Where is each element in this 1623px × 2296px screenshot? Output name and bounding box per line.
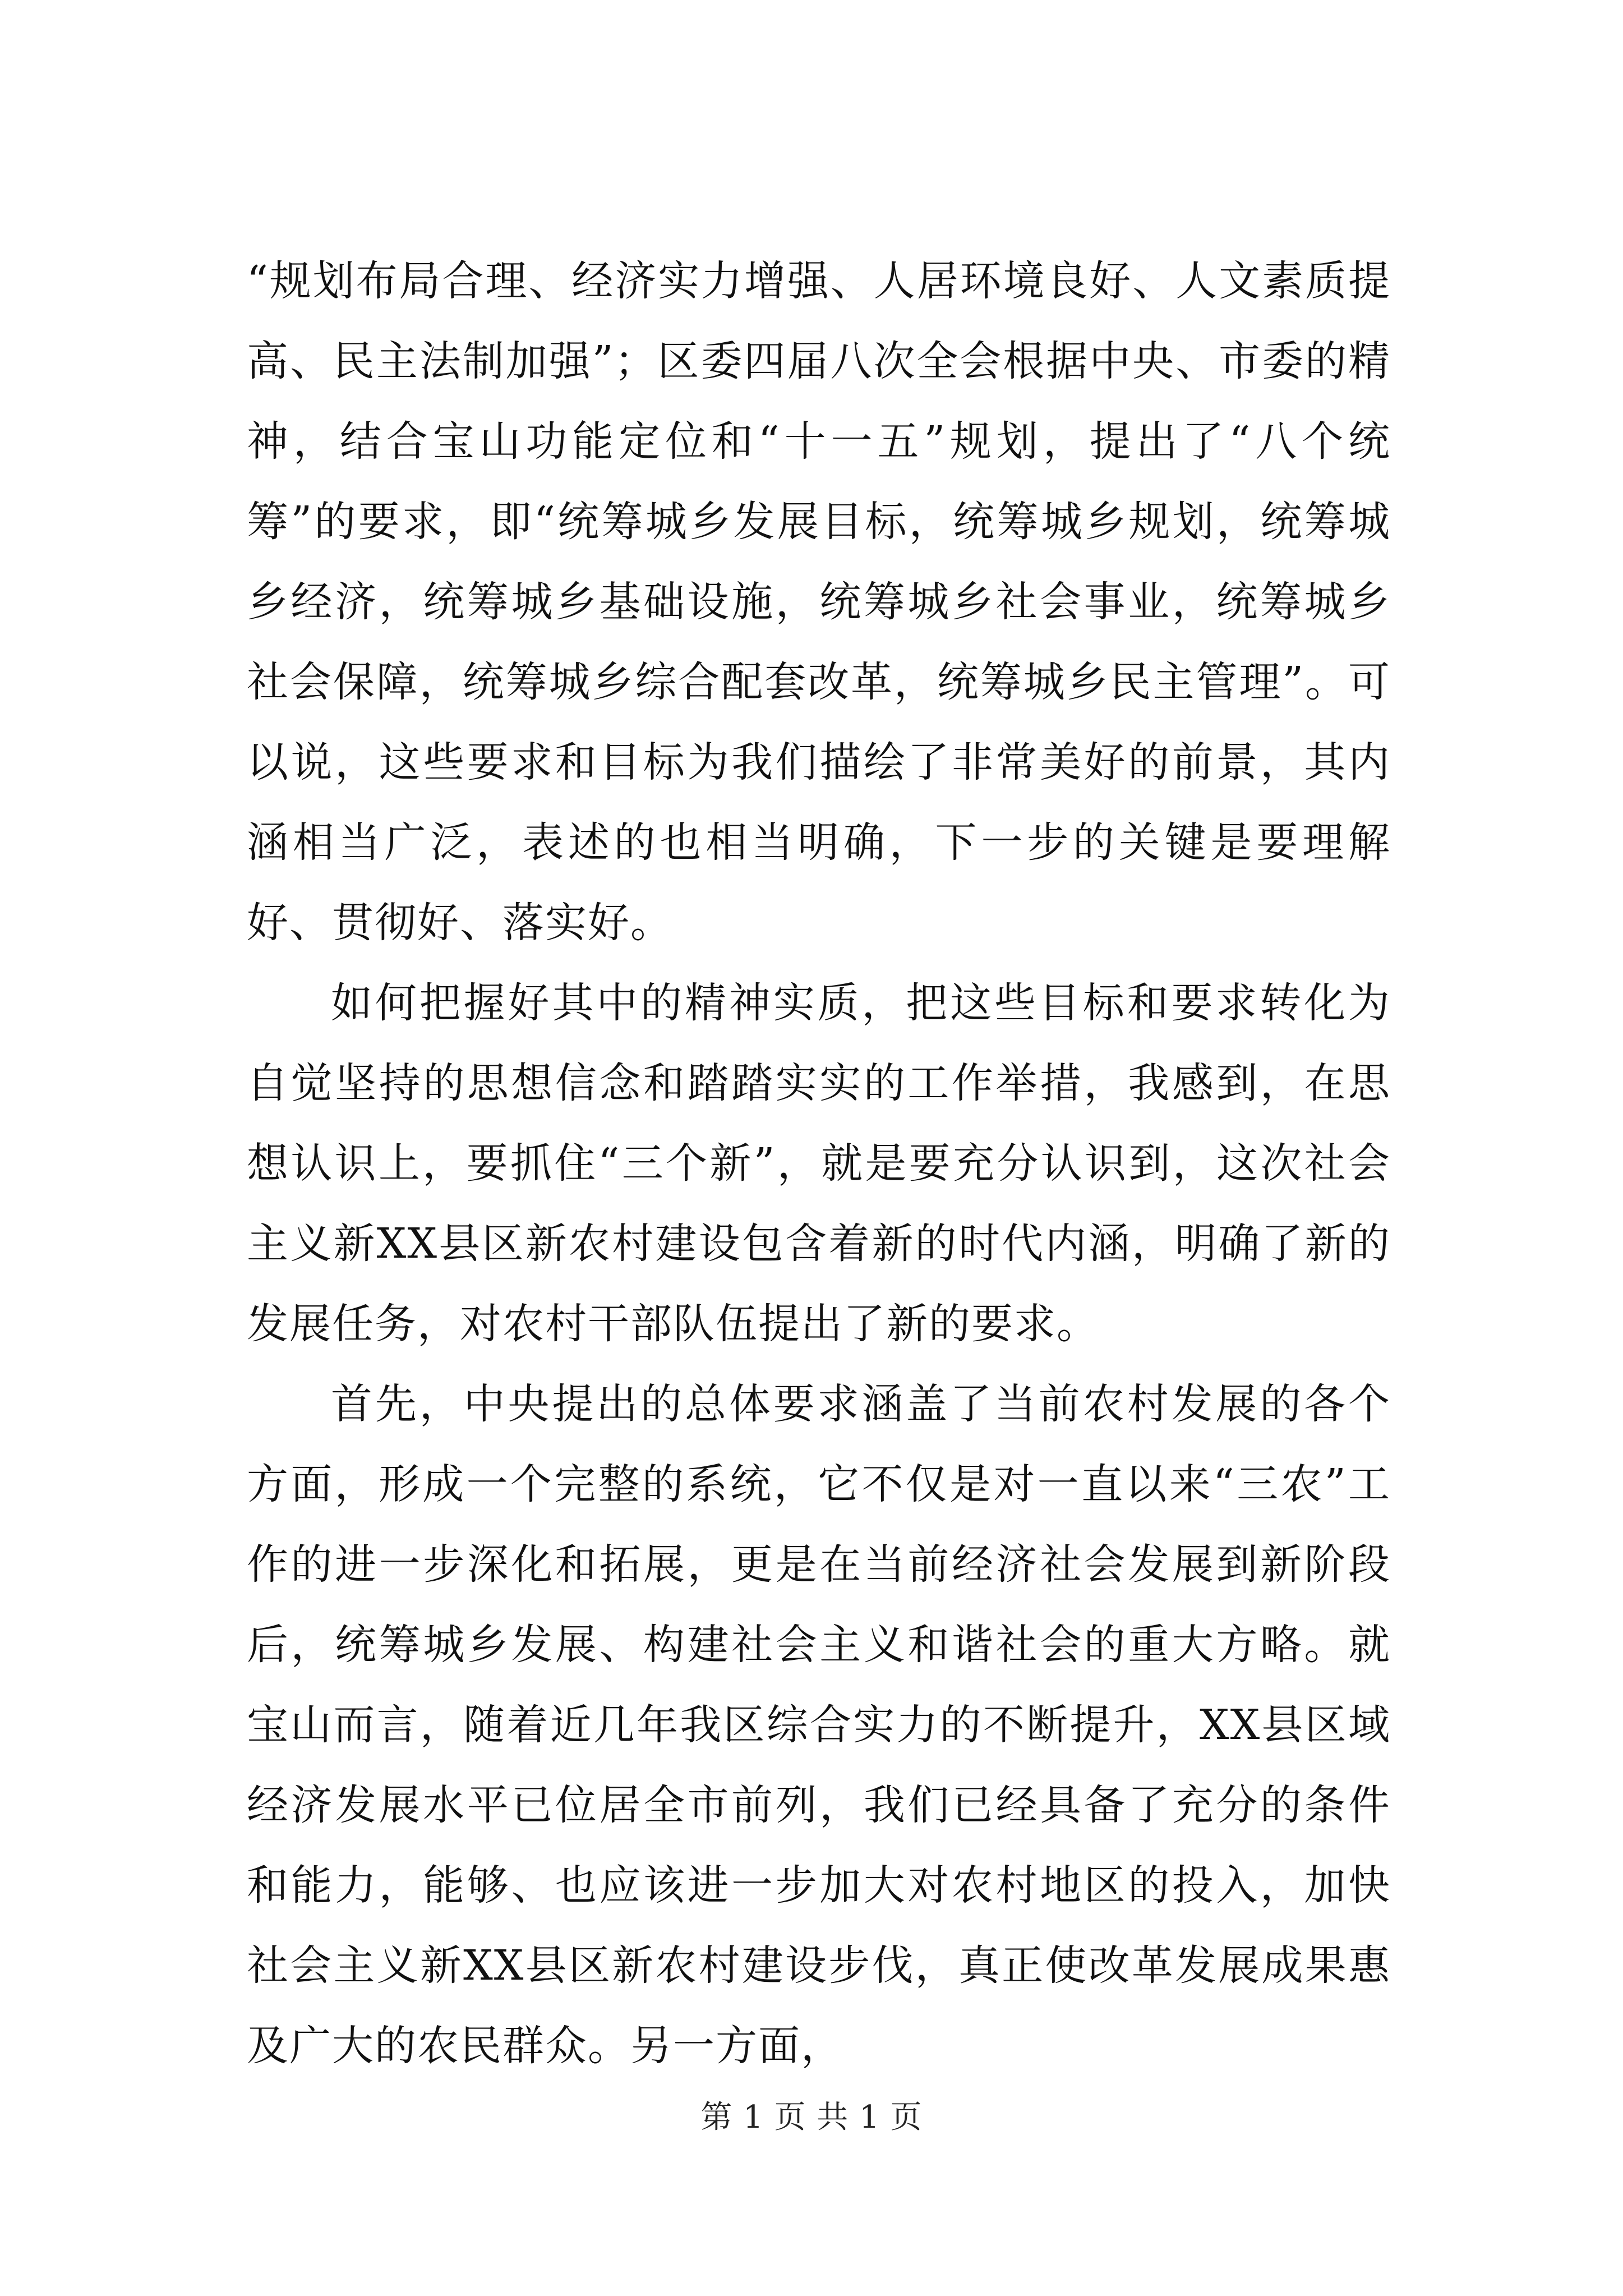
paragraph-2: 如何把握好其中的精神实质，把这些目标和要求转化为自觉坚持的思想信念和踏踏实实的工作举措，我感到，在思想认识上，要抓住“三个新”，就是要充分认识到，这次社会主义新XX县区新农村建设包含着新的时代内涵，明确了新的发展任务，对农村干部队伍提出了新的要求。	[247, 979, 1391, 1348]
page-footer: 第 1 页 共 1 页	[700, 2099, 923, 2136]
paragraph-3: 首先，中央提出的总体要求涵盖了当前农村发展的各个方面，形成一个完整的系统，它不仅是对一直以来“三农”工作的进一步深化和拓展，更是在当前经济社会发展到新阶段后，统筹城乡发展、构建社会主义和谐社会的重大方略。就宝山而言，随着近几年我区综合实力的不断提升，XX县区域经济发展水平已位居全市前列，我们已经具备了充分的条件和能力，能够、也应该进一步加大对农村地区的投入，加快社会主义新XX县区新农村建设步伐，真正使改革发展成果惠及广大的农民群众。另一方面，	[247, 1380, 1391, 2070]
document-body	[247, 241, 1391, 2086]
paragraph-1: “规划布局合理、经济实力增强、人居环境良好、人文素质提高、民主法制加强”；区委四届八次全会根据中央、市委的精神，结合宝山功能定位和“十一五”规划，提出了“八个统筹”的要求，即“统筹城乡发展目标，统筹城乡规划，统筹城乡经济，统筹城乡基础设施，统筹城乡社会事业，统筹城乡社会保障，统筹城乡综合配套改革，统筹城乡民主管理”。可以说，这些要求和目标为我们描绘了非常美好的前景，其内涵相当广泛，表述的也相当明确，下一步的关键是要理解好、贯彻好、落实好。	[247, 257, 1391, 947]
